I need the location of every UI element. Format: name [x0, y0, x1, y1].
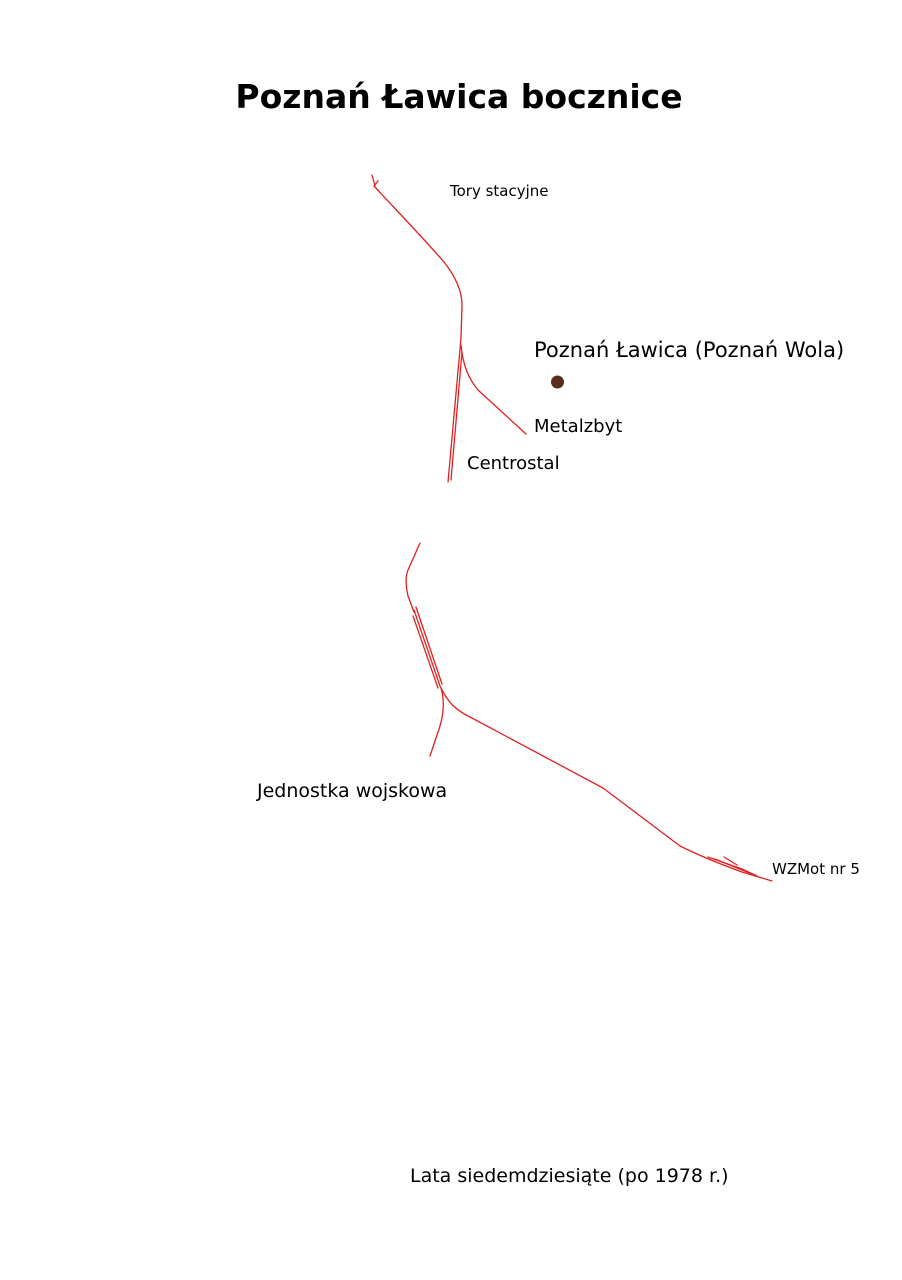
station-tracks-label: Tory stacyjne	[450, 182, 549, 200]
centrostal-siding-a	[448, 338, 461, 482]
loop-track-b	[416, 607, 442, 684]
metalzbyt-siding	[461, 345, 526, 434]
map-title: Poznań Ławica bocznice	[235, 77, 683, 116]
military-unit-label: Jednostka wojskowa	[257, 780, 448, 802]
military-unit-siding	[430, 688, 443, 756]
station-name-label: Poznań Ławica (Poznań Wola)	[534, 338, 845, 362]
station-dot-icon	[551, 376, 564, 389]
northern-track-group	[372, 175, 526, 482]
wzmot-end-siding-c	[715, 859, 752, 874]
southern-track-group	[406, 543, 772, 881]
loop-track-c	[413, 616, 438, 688]
wzmot-label: WZMot nr 5	[772, 860, 860, 878]
metalzbyt-label: Metalzbyt	[534, 416, 623, 437]
centrostal-siding-b	[451, 352, 462, 480]
southern-track-stub	[406, 543, 420, 612]
wzmot-siding	[440, 686, 772, 881]
station-track-main	[374, 181, 462, 338]
centrostal-label: Centrostal	[467, 453, 560, 474]
loop-track-a	[414, 610, 440, 686]
period-caption: Lata siedemdziesiąte (po 1978 r.)	[410, 1165, 729, 1187]
